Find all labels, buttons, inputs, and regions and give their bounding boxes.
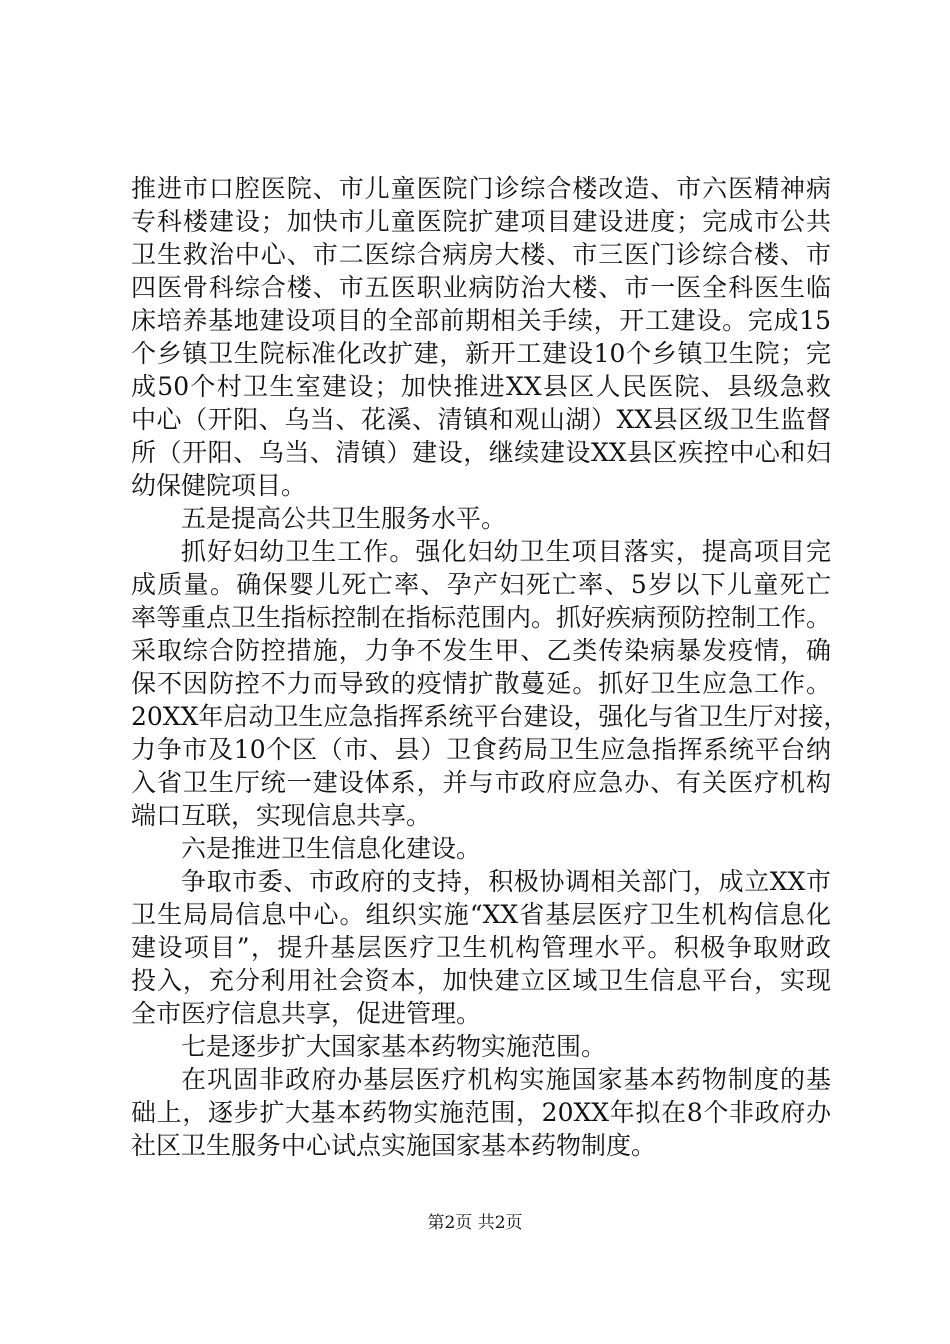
- text-line: 六是推进卫生信息化建设。: [181, 834, 482, 863]
- text-line: 抓好妇幼卫生工作。强化妇幼卫生项目落实，提高项目完: [181, 537, 831, 566]
- document-body: [131, 172, 849, 1162]
- text-line: 幼保健院项目。: [131, 471, 307, 500]
- text-line: 全市医疗信息共享，促进管理。: [131, 999, 482, 1028]
- text-line: 中心（开阳、乌当、花溪、清镇和观山湖）XX县区级卫生监督: [131, 405, 831, 434]
- text-line: 个乡镇卫生院标准化改扩建，新开工建设10个乡镇卫生院；完: [131, 339, 831, 368]
- text-line: 投入，充分利用社会资本，加快建立区域卫生信息平台，实现: [131, 966, 831, 995]
- text-line: 在巩固非政府办基层医疗机构实施国家基本药物制度的基: [181, 1065, 831, 1094]
- text-line: 推进市口腔医院、市儿童医院门诊综合楼改造、市六医精神病: [131, 174, 831, 203]
- text-line: 率等重点卫生指标控制在指标范围内。抓好疾病预防控制工作。: [131, 603, 832, 632]
- text-line: 四医骨科综合楼、市五医职业病防治大楼、市一医全科医生临: [131, 273, 831, 302]
- text-line: 社区卫生服务中心试点实施国家基本药物制度。: [131, 1131, 657, 1160]
- text-line: 入省卫生厅统一建设体系，并与市政府应急办、有关医疗机构: [131, 768, 831, 797]
- page-footer: 第2页 共2页: [427, 1213, 523, 1233]
- text-line: 成50个村卫生室建设；加快推进XX县区人民医院、县级急救: [131, 372, 831, 401]
- text-line: 五是提高公共卫生服务水平。: [181, 504, 507, 533]
- text-line: 保不因防控不力而导致的疫情扩散蔓延。抓好卫生应急工作。: [131, 669, 831, 698]
- text-line: 建设项目”，提升基层医疗卫生机构管理水平。积极争取财政: [131, 933, 831, 962]
- text-line: 七是逐步扩大国家基本药物实施范围。: [181, 1032, 607, 1061]
- text-line: 卫生救治中心、市二医综合病房大楼、市三医门诊综合楼、市: [131, 240, 831, 269]
- text-line: 力争市及10个区（市、县）卫食药局卫生应急指挥系统平台纳: [131, 735, 831, 764]
- text-line: 成质量。确保婴儿死亡率、孕产妇死亡率、5岁以下儿童死亡: [131, 570, 831, 599]
- text-line: 础上，逐步扩大基本药物实施范围，20XX年拟在8个非政府办: [131, 1098, 831, 1127]
- text-line: 采取综合防控措施，力争不发生甲、乙类传染病暴发疫情，确: [131, 636, 831, 665]
- text-line: 端口互联，实现信息共享。: [131, 801, 432, 830]
- text-line: 床培养基地建设项目的全部前期相关手续，开工建设。完成15: [131, 306, 831, 335]
- text-line: 卫生局局信息中心。组织实施“XX省基层医疗卫生机构信息化: [131, 900, 831, 929]
- text-line: 争取市委、市政府的支持，积极协调相关部门，成立XX市: [181, 867, 831, 896]
- text-line: 所（开阳、乌当、清镇）建设，继续建设XX县区疾控中心和妇: [131, 438, 831, 467]
- text-line: 专科楼建设；加快市儿童医院扩建项目建设进度；完成市公共: [131, 207, 831, 236]
- text-line: 20XX年启动卫生应急指挥系统平台建设，强化与省卫生厅对接，: [131, 702, 849, 731]
